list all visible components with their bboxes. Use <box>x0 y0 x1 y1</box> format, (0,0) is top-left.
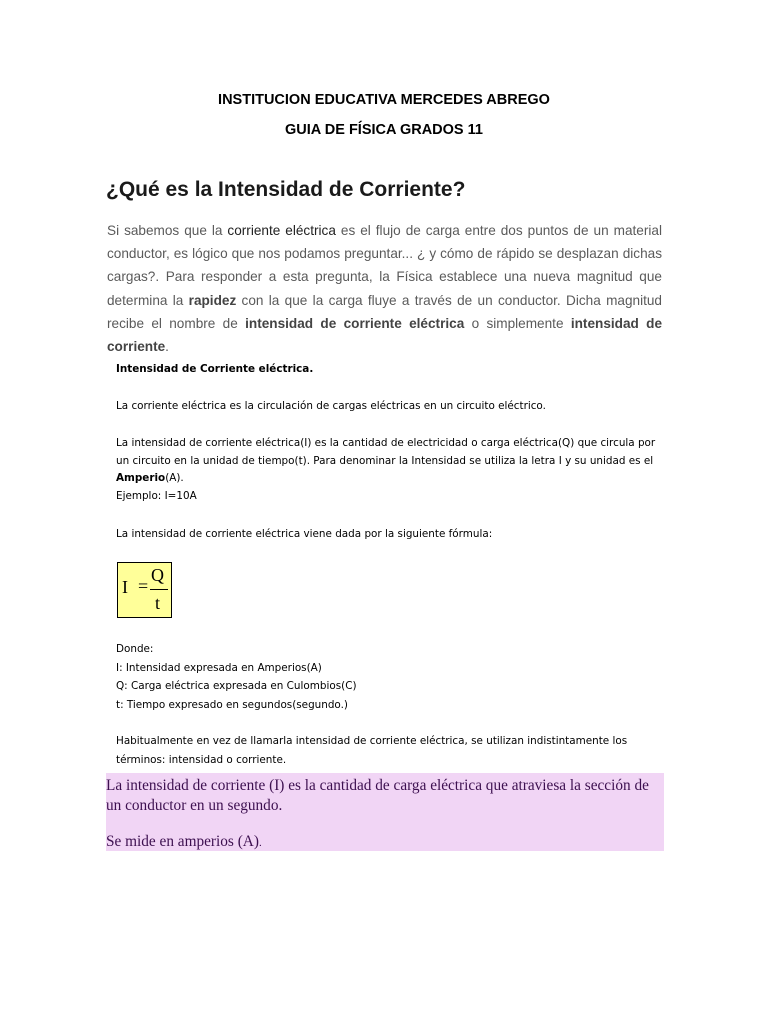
intensity-paragraph <box>116 435 661 506</box>
definition-paragraph: La corriente eléctrica es la circulación de cargas eléctricas en un circuito eléctrico. <box>116 400 546 412</box>
habit-paragraph: Habitualmente en vez de llamarla intensidad de corriente eléctrica, se utilizan indistintamente los términos: intensidad o corriente. <box>116 735 628 766</box>
page-title: ¿Qué es la Intensidad de Corriente? <box>106 178 466 201</box>
intro-text-2: es el flujo de carga entre dos puntos de un material conductor, es lógico que nos podamos preguntar... ¿ y cómo de rápido se desplazan dichas cargas?. Para responder a esta pregunta, la Física establece una nueva magnitud que determina la <box>107 223 662 308</box>
def-i: I: Intensidad expresada en Amperios(A) <box>116 661 322 674</box>
intro-bold-intensidad-electrica: intensidad de corriente eléctrica <box>245 315 465 331</box>
intensity-text-a: La intensidad de corriente eléctrica(I) es la cantidad de electricidad o carga eléctrica(Q) que circula por un circuito en la unidad de tiempo(t). Para denominar la Intensidad se utiliza la letra I y su unidad es el <box>116 437 656 467</box>
def-q: Q: Carga eléctrica expresada en Culombios(C) <box>116 680 357 693</box>
amperio-bold: Amperio <box>116 472 166 485</box>
institution-title: INSTITUCION EDUCATIVA MERCEDES ABREGO <box>218 92 550 108</box>
highlight-unit <box>106 833 262 851</box>
formula-intro: La intensidad de corriente eléctrica viene dada por la siguiente fórmula: <box>116 528 493 540</box>
formula-lhs: I <box>122 577 128 597</box>
definitions-list <box>116 640 357 715</box>
example-text: Ejemplo: I=10A <box>116 490 197 503</box>
highlight-definition: La intensidad de corriente (I) es la cantidad de carga eléctrica que atraviesa la sección de un conductor en un segundo. <box>106 777 649 815</box>
intro-text-5: . <box>165 339 169 355</box>
corriente-electrica-link[interactable]: corriente eléctrica <box>227 223 336 238</box>
formula-numerator: Q <box>151 565 164 585</box>
intro-bold-rapidez: rapidez <box>188 292 237 308</box>
donde-label: Donde: <box>116 643 154 655</box>
intro-bold-intensidad: intensidad de corriente <box>107 315 663 355</box>
guide-title: GUIA DE FÍSICA GRADOS 11 <box>285 122 483 138</box>
highlight-unit-dot: . <box>258 837 262 849</box>
def-t: t: Tiempo expresado en segundos(segundo.) <box>116 699 348 712</box>
intro-text-1: Si sabemos que la <box>107 223 228 238</box>
formula-equals: = <box>138 576 149 596</box>
highlight-box <box>106 773 664 851</box>
intensity-text-b: (A). <box>165 472 184 485</box>
highlight-unit-text: Se mide en amperios (A) <box>106 833 259 850</box>
formula-box <box>117 562 172 618</box>
formula-denominator: t <box>155 593 161 613</box>
fraction-bar <box>150 589 168 590</box>
intro-paragraph <box>107 219 662 358</box>
intro-text-3: con la que la carga fluye a través de un conductor. Dicha magnitud recibe el nombre de <box>107 292 662 331</box>
section-title: Intensidad de Corriente eléctrica. <box>116 363 314 375</box>
intro-text-4: o simplemente <box>464 315 571 331</box>
